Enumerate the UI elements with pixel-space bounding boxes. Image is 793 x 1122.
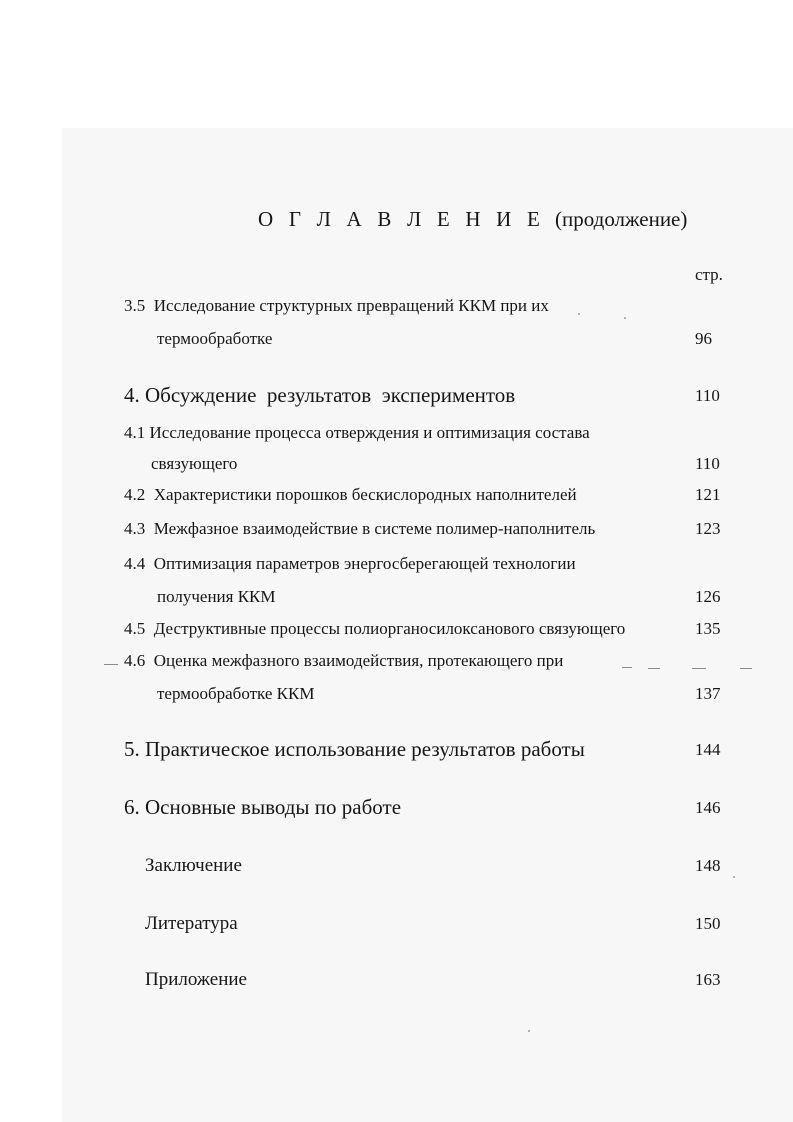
entry-text: Исследование процесса отверждения и оптимизация состава (149, 423, 590, 442)
toc-entry-4-6-cont: термообработке ККМ (157, 684, 315, 703)
toc-entry-4-1 (124, 424, 590, 441)
scan-artifact-speck (733, 876, 735, 878)
toc-entry-4-6 (124, 652, 563, 669)
scan-artifact-dash (648, 668, 660, 669)
toc-entry-4-4-cont: получения ККМ (157, 587, 276, 606)
toc-page-appendix: 163 (695, 970, 721, 989)
toc-entry-6 (124, 797, 401, 818)
entry-text: Практическое использование результатов работы (145, 737, 585, 761)
toc-page-4-3: 123 (695, 519, 721, 538)
entry-number: 4. (124, 383, 140, 407)
toc-entry-3-5 (124, 297, 549, 314)
entry-text: Межфазное взаимодействие в системе полимер-наполнитель (153, 519, 596, 538)
entry-text: Деструктивные процессы полиорганосилоксанового связующего (153, 619, 626, 638)
entry-number: 4.2 (124, 485, 146, 504)
toc-page-references: 150 (695, 914, 721, 933)
page-column-label: стр. (695, 265, 723, 284)
entry-text: Обсуждение результатов экспериментов (145, 383, 516, 407)
toc-entry-4 (124, 385, 515, 406)
toc-entry-4-4 (124, 555, 576, 572)
scan-artifact-speck (624, 317, 626, 319)
toc-page-3-5: 96 (695, 329, 712, 348)
scan-artifact-dash (692, 668, 706, 669)
toc-page-6: 146 (695, 798, 721, 817)
toc-title (258, 209, 687, 230)
toc-entry-3-5-cont: термообработке (157, 329, 273, 348)
toc-page-4-1: 110 (695, 454, 720, 473)
toc-page-4-2: 121 (695, 485, 721, 504)
toc-page-4-6: 137 (695, 684, 721, 703)
scan-artifact-dash (740, 668, 752, 669)
scan-artifact-speck (528, 1030, 530, 1032)
toc-entry-4-2 (124, 486, 577, 503)
entry-number: 4.4 (124, 554, 146, 573)
toc-page-5: 144 (695, 740, 721, 759)
toc-page-4-4: 126 (695, 587, 721, 606)
toc-entry-conclusion: Заключение (145, 855, 242, 876)
scan-artifact-speck (578, 313, 580, 315)
toc-entry-4-5 (124, 620, 625, 637)
toc-page-conclusion: 148 (695, 856, 721, 875)
toc-continuation: (продолжение) (555, 207, 688, 231)
toc-entry-4-3 (124, 520, 595, 537)
toc-entry-references: Литература (145, 913, 238, 934)
toc-page-4: 110 (695, 386, 720, 405)
entry-text: Оценка межфазного взаимодействия, протекающего при (153, 651, 564, 670)
entry-text: Характеристики порошков бескислородных наполнителей (153, 485, 577, 504)
toc-heading: О Г Л А В Л Е Н И Е (258, 207, 546, 231)
entry-number: 4.6 (124, 651, 146, 670)
entry-number: 4.5 (124, 619, 146, 638)
toc-page-4-5: 135 (695, 619, 721, 638)
toc-entry-4-1-cont: связующего (151, 454, 238, 473)
scan-artifact-dash (622, 667, 632, 668)
entry-number: 4.1 (124, 423, 146, 442)
entry-text: Исследование структурных превращений ККМ при их (153, 296, 549, 315)
entry-number: 4.3 (124, 519, 146, 538)
entry-number: 6. (124, 795, 140, 819)
entry-text: Основные выводы по работе (145, 795, 402, 819)
entry-number: 5. (124, 737, 140, 761)
toc-entry-5 (124, 739, 585, 760)
entry-text: Оптимизация параметров энергосберегающей технологии (153, 554, 576, 573)
scan-artifact-dash (104, 664, 118, 665)
entry-number: 3.5 (124, 296, 146, 315)
toc-entry-appendix: Приложение (145, 969, 247, 990)
